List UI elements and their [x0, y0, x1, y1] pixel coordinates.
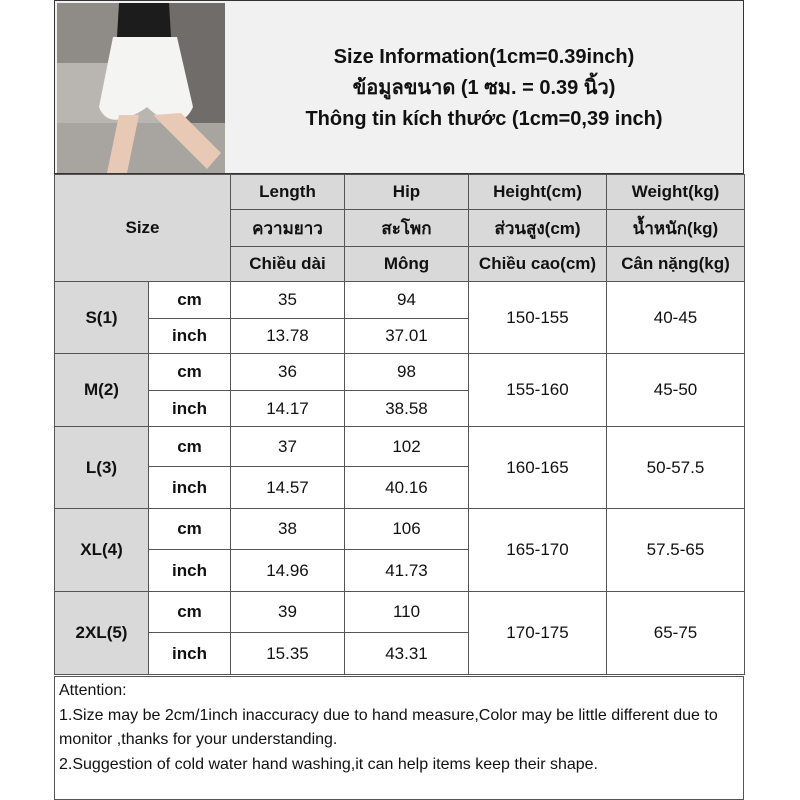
col-height-th: ส่วนสูง(cm) — [469, 210, 607, 247]
col-length-vi: Chiều dài — [231, 247, 345, 282]
title-thai: ข้อมูลขนาด (1 ซม. = 0.39 นิ้ว) — [352, 76, 616, 99]
length-cm-cell: 35 — [231, 282, 345, 319]
size-table — [54, 174, 745, 675]
title-english: Size Information(1cm=0.39inch) — [333, 45, 635, 68]
col-weight-vi: Cân nặng(kg) — [607, 247, 745, 282]
col-height-vi: Chiều cao(cm) — [469, 247, 607, 282]
size-chart-header — [54, 0, 744, 174]
attention-notes — [54, 676, 744, 800]
col-weight-en: Weight(kg) — [607, 175, 745, 210]
size-chart — [54, 0, 744, 800]
attention-note-2: 2.Suggestion of cold water hand washing,it can help items keep their shape. — [59, 755, 598, 773]
hip-cm-cell: 98 — [345, 354, 469, 391]
unit-cm-label: cm — [149, 354, 231, 391]
product-photo — [57, 3, 225, 173]
col-length-en: Length — [231, 175, 345, 210]
size-row-label: 2XL(5) — [55, 592, 149, 675]
size-info-titles — [225, 1, 743, 175]
col-length-th: ความยาว — [231, 210, 345, 247]
col-hip-vi: Mông — [345, 247, 469, 282]
unit-inch-label: inch — [149, 319, 231, 354]
col-weight-th: น้ำหนัก(kg) — [607, 210, 745, 247]
hip-cm-cell: 106 — [345, 509, 469, 550]
unit-cm-label: cm — [149, 509, 231, 550]
length-inch-cell: 15.35 — [231, 633, 345, 675]
size-row-label: M(2) — [55, 354, 149, 427]
hip-cm-cell: 110 — [345, 592, 469, 633]
hip-inch-cell: 40.16 — [345, 467, 469, 509]
length-inch-cell: 14.17 — [231, 391, 345, 427]
length-inch-cell: 14.96 — [231, 550, 345, 592]
hip-inch-cell: 38.58 — [345, 391, 469, 427]
height-cell: 160-165 — [469, 427, 607, 509]
height-cell: 150-155 — [469, 282, 607, 354]
size-row-label: L(3) — [55, 427, 149, 509]
weight-cell: 45-50 — [607, 354, 745, 427]
height-cell: 155-160 — [469, 354, 607, 427]
length-cm-cell: 39 — [231, 592, 345, 633]
weight-cell: 50-57.5 — [607, 427, 745, 509]
unit-cm-label: cm — [149, 592, 231, 633]
title-vietnamese: Thông tin kích thước (1cm=0,39 inch) — [305, 107, 663, 130]
hip-cm-cell: 94 — [345, 282, 469, 319]
unit-inch-label: inch — [149, 633, 231, 675]
unit-cm-label: cm — [149, 282, 231, 319]
size-header: Size — [55, 175, 231, 282]
weight-cell: 65-75 — [607, 592, 745, 675]
col-height-en: Height(cm) — [469, 175, 607, 210]
height-cell: 165-170 — [469, 509, 607, 592]
height-cell: 170-175 — [469, 592, 607, 675]
hip-inch-cell: 41.73 — [345, 550, 469, 592]
hip-inch-cell: 43.31 — [345, 633, 469, 675]
length-inch-cell: 14.57 — [231, 467, 345, 509]
weight-cell: 57.5-65 — [607, 509, 745, 592]
length-cm-cell: 36 — [231, 354, 345, 391]
length-cm-cell: 38 — [231, 509, 345, 550]
size-row-label: S(1) — [55, 282, 149, 354]
hip-cm-cell: 102 — [345, 427, 469, 467]
unit-inch-label: inch — [149, 550, 231, 592]
weight-cell: 40-45 — [607, 282, 745, 354]
col-hip-en: Hip — [345, 175, 469, 210]
unit-inch-label: inch — [149, 391, 231, 427]
size-row-label: XL(4) — [55, 509, 149, 592]
length-cm-cell: 37 — [231, 427, 345, 467]
unit-cm-label: cm — [149, 427, 231, 467]
attention-title: Attention: — [59, 682, 127, 699]
length-inch-cell: 13.78 — [231, 319, 345, 354]
col-hip-th: สะโพก — [345, 210, 469, 247]
unit-inch-label: inch — [149, 467, 231, 509]
attention-note-1: 1.Size may be 2cm/1inch inaccuracy due to hand measure,Color may be little different due to monitor ,thanks for your understanding. — [59, 706, 718, 748]
hip-inch-cell: 37.01 — [345, 319, 469, 354]
